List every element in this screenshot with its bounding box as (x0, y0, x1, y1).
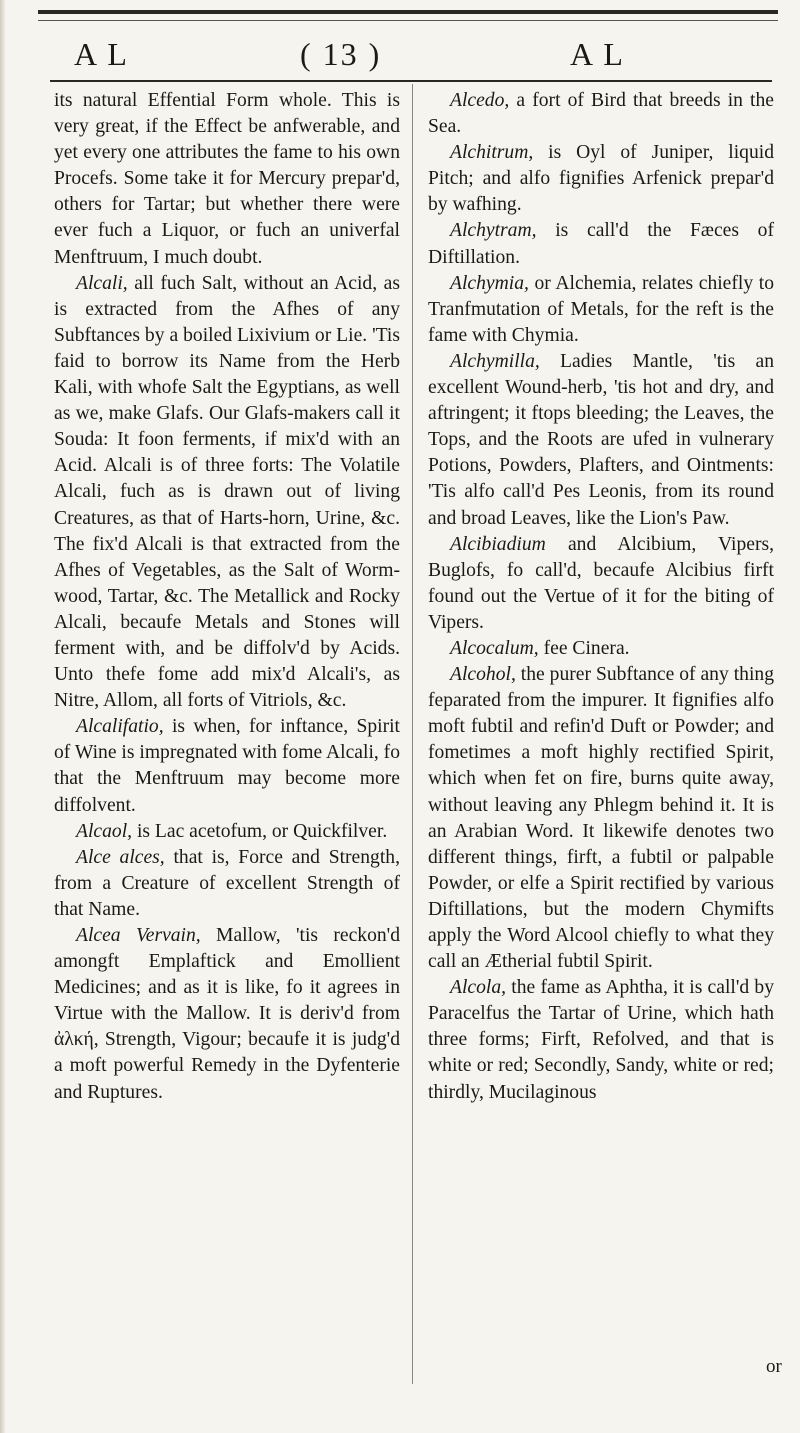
entry-headword: Alcaol, (76, 820, 133, 842)
running-head (40, 36, 780, 76)
entry-headword: Alcibiadium (450, 533, 546, 555)
entry-headword: Alcedo, (450, 90, 510, 111)
entry-text: the fame as Aphtha, it is call'd by Paracelfus the Tartar of Urine, which hath three forms; Firft, Refolved, and that is white or red; Secondly, Sandy, white or red; thirdly, Mucilaginous (428, 977, 774, 1103)
dictionary-entry (428, 218, 774, 270)
entry-headword: Alcocalum, (450, 637, 539, 659)
entry-text: the purer Subftance of any thing feparated from the impurer. It fignifies alfo moft fubtil and refin'd Duft or Powder; and fometimes a moft highly rectified Spirit, which when fet on fire, burns quite away, without leaving any Phlegm behind it. It is an Arabian Word. It likewife denotes two different things, firft, a fubtil or palpable Powder, or elfe a Spirit rectified by various Diftillations, but the modern Chymifts apply the Word Alcool chiefly to what they call an Ætherial fubtil Spirit. (428, 664, 774, 973)
entry-headword: Alcohol, (450, 664, 516, 686)
entry-text: is when, for inftance, Spirit of Wine is impregnated with fome Alcali, fo that the Menftruum may become more diffolvent. (54, 716, 401, 816)
entry-headword: Alcola, (450, 977, 507, 999)
entry-headword: Alce alces, (76, 846, 165, 868)
dictionary-entry (428, 662, 774, 975)
entry-text: that is, Force and Strength, from a Creature of excellent Strength of that Name. (54, 846, 400, 920)
top-border-rule (38, 10, 778, 14)
entry-text: is Lac acetofum, or Quickfilver. (132, 820, 388, 842)
page-number: ( 13 ) (300, 36, 382, 72)
entry-headword: Alcea Vervain, (76, 925, 201, 946)
dictionary-entry (428, 88, 774, 140)
dictionary-entry (428, 349, 774, 532)
entry-headword: Alchymilla, (450, 350, 540, 372)
dictionary-entry (428, 140, 774, 218)
dictionary-entry (54, 271, 400, 715)
header-rule (50, 80, 772, 82)
entry-text: or Alchemia, relates chiefly to Tranfmutation of Metals, for the reft is the fame with Chymia. (428, 272, 774, 346)
dictionary-entry (54, 845, 400, 923)
entry-text: and Alcibium, Vipers, Buglofs, fo call'd, becaufe Alcibius firft found out the Vertue of it for the biting of Vipers. (428, 533, 774, 633)
entry-text: a fort of Bird that breeds in the Sea. (428, 90, 774, 138)
entry-text: all fuch Salt, without an Acid, as is extracted from the Afhes of any Subftances by a boiled Lixivium or Lie. 'Tis faid to borrow its Name from the Herb Kali, with whofe Salt the Egyptians, as well as we, make Glafs. Our Glafs-makers call it Souda: It foon ferments, if mix'd with an Acid. Alcali is of three forts: The Volatile Alcali, fuch as is drawn out of living Creatures, as that of Harts-horn, Urine, &c. The fix'd Alcali is that extracted from the Afhes of Vegetables, as the Salt of Worm-wood, Tartar, &c. The Metallick and Rocky Alcali, becaufe Metals and Stones will ferment with, and be diffolv'd by Acids. Unto thefe fome add mix'd Alcali's, as Nitre, Allom, all forts of Vitriols, &c. (54, 272, 400, 712)
entry-headword: Alchytram, (450, 220, 537, 242)
page-edge-shadow (0, 0, 6, 1433)
entry-headword: Alchitrum, (450, 142, 534, 164)
entry-headword: Alchymia, (450, 272, 529, 294)
entry-headword: Alcali, (76, 272, 128, 294)
entry-text: Ladies Mantle, 'tis an excellent Wound-herb, 'tis hot and dry, and aftringent; it ftops bleeding; the Leaves, the Tops, and the Roots are ufed in vulnerary Potions, Powders, Plafters, and Ointments: 'Tis alfo call'd Pes Leonis, from its round and broad Leaves, like the Lion's Paw. (428, 350, 774, 529)
left-column (54, 88, 400, 1106)
continued-text (54, 88, 400, 271)
dictionary-entry (428, 532, 774, 636)
entry-text: Mallow, 'tis reckon'd amongft Emplaftick and Emollient Medicines; and as it is like, fo it agrees in Virtue with the Mallow. It is deriv'd from ἀλκή, Strength, Vigour; becaufe it is judg'd a moft powerful Remedy in the Dyfenterie and Ruptures. (54, 925, 400, 1103)
running-head-left: A L (74, 36, 129, 72)
catchword: or (766, 1356, 782, 1377)
right-column (428, 88, 774, 1106)
dictionary-entry (54, 819, 400, 845)
entry-text: is call'd the Fæces of Diftillation. (428, 220, 774, 268)
entry-text: fee Cinera. (538, 637, 630, 659)
dictionary-entry (428, 271, 774, 349)
entry-headword: Alcalifatio, (76, 716, 164, 738)
running-head-right: A L (570, 36, 625, 72)
dictionary-entry (54, 923, 400, 1106)
top-thin-rule (38, 20, 778, 21)
column-divider (412, 84, 413, 1384)
dictionary-entry (428, 975, 774, 1105)
dictionary-entry (428, 636, 774, 662)
entry-text: its natural Effential Form whole. This is very great, if the Effect be anfwerable, and yet every one attributes the fame to his own Procefs. Some take it for Mercury prepar'd, others for Tartar; but whether there were ever fuch a Liquor, or fuch an univerfal Menftruum, I much doubt. (54, 90, 400, 268)
entry-text: is Oyl of Juniper, liquid Pitch; and alfo fignifies Arfenick prepar'd by wafhing. (428, 142, 774, 216)
dictionary-entry (54, 714, 400, 818)
